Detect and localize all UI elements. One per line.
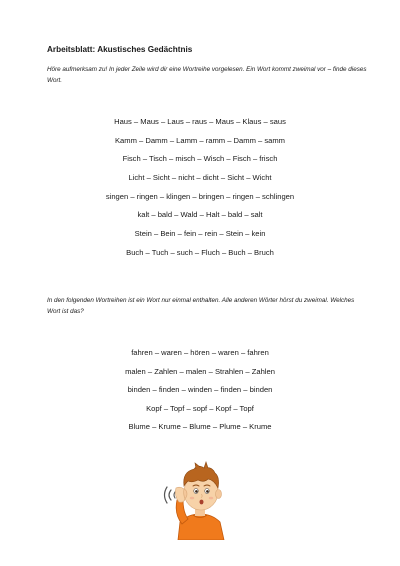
word-rows-part-2	[0, 344, 400, 437]
word-row: Licht – Sicht – nicht – dicht – Sicht – Wicht	[128, 173, 272, 183]
word-row: Buch – Tuch – such – Fluch – Buch – Bruch	[126, 247, 274, 257]
word-row: kalt – bald – Wald – Halt – bald – salt	[137, 210, 263, 220]
word-row: binden – finden – winden – finden – binden	[127, 385, 273, 395]
word-row: Blume – Krume – Blume – Plume – Krume	[128, 422, 272, 432]
word-row: Stein – Bein – fein – rein – Stein – kein	[134, 229, 266, 239]
listening-boy-icon	[162, 456, 238, 540]
word-row: singen – ringen – klingen – bringen – ringen – schlingen	[105, 191, 295, 201]
word-row: Fisch – Tisch – misch – Wisch – Fisch – frisch	[122, 154, 278, 164]
word-row: fahren – waren – hören – waren – fahren	[131, 348, 269, 357]
instruction-part-2: In den folgenden Wortreihen ist ein Wort nur einmal enthalten. Alle anderen Wörter hörst du zweimal. Welches Wort ist das?	[47, 297, 355, 315]
word-rows-part-1	[0, 113, 400, 263]
instruction-part-1: Höre aufmerksam zu! In jeder Zeile wird dir eine Wortreihe vorgelesen. Ein Wort kommt zweimal vor – finde dieses Wort.	[47, 66, 367, 84]
word-row: Haus – Maus – Laus – raus – Maus – Klaus – saus	[114, 117, 286, 126]
word-row: malen – Zahlen – malen – Strahlen – Zahlen	[125, 366, 275, 376]
word-row: Kopf – Topf – sopf – Kopf – Topf	[146, 403, 254, 413]
worksheet-title: Arbeitsblatt: Akustisches Gedächtnis	[47, 45, 193, 54]
word-row: Kamm – Damm – Lamm – ramm – Damm – samm	[114, 135, 286, 145]
